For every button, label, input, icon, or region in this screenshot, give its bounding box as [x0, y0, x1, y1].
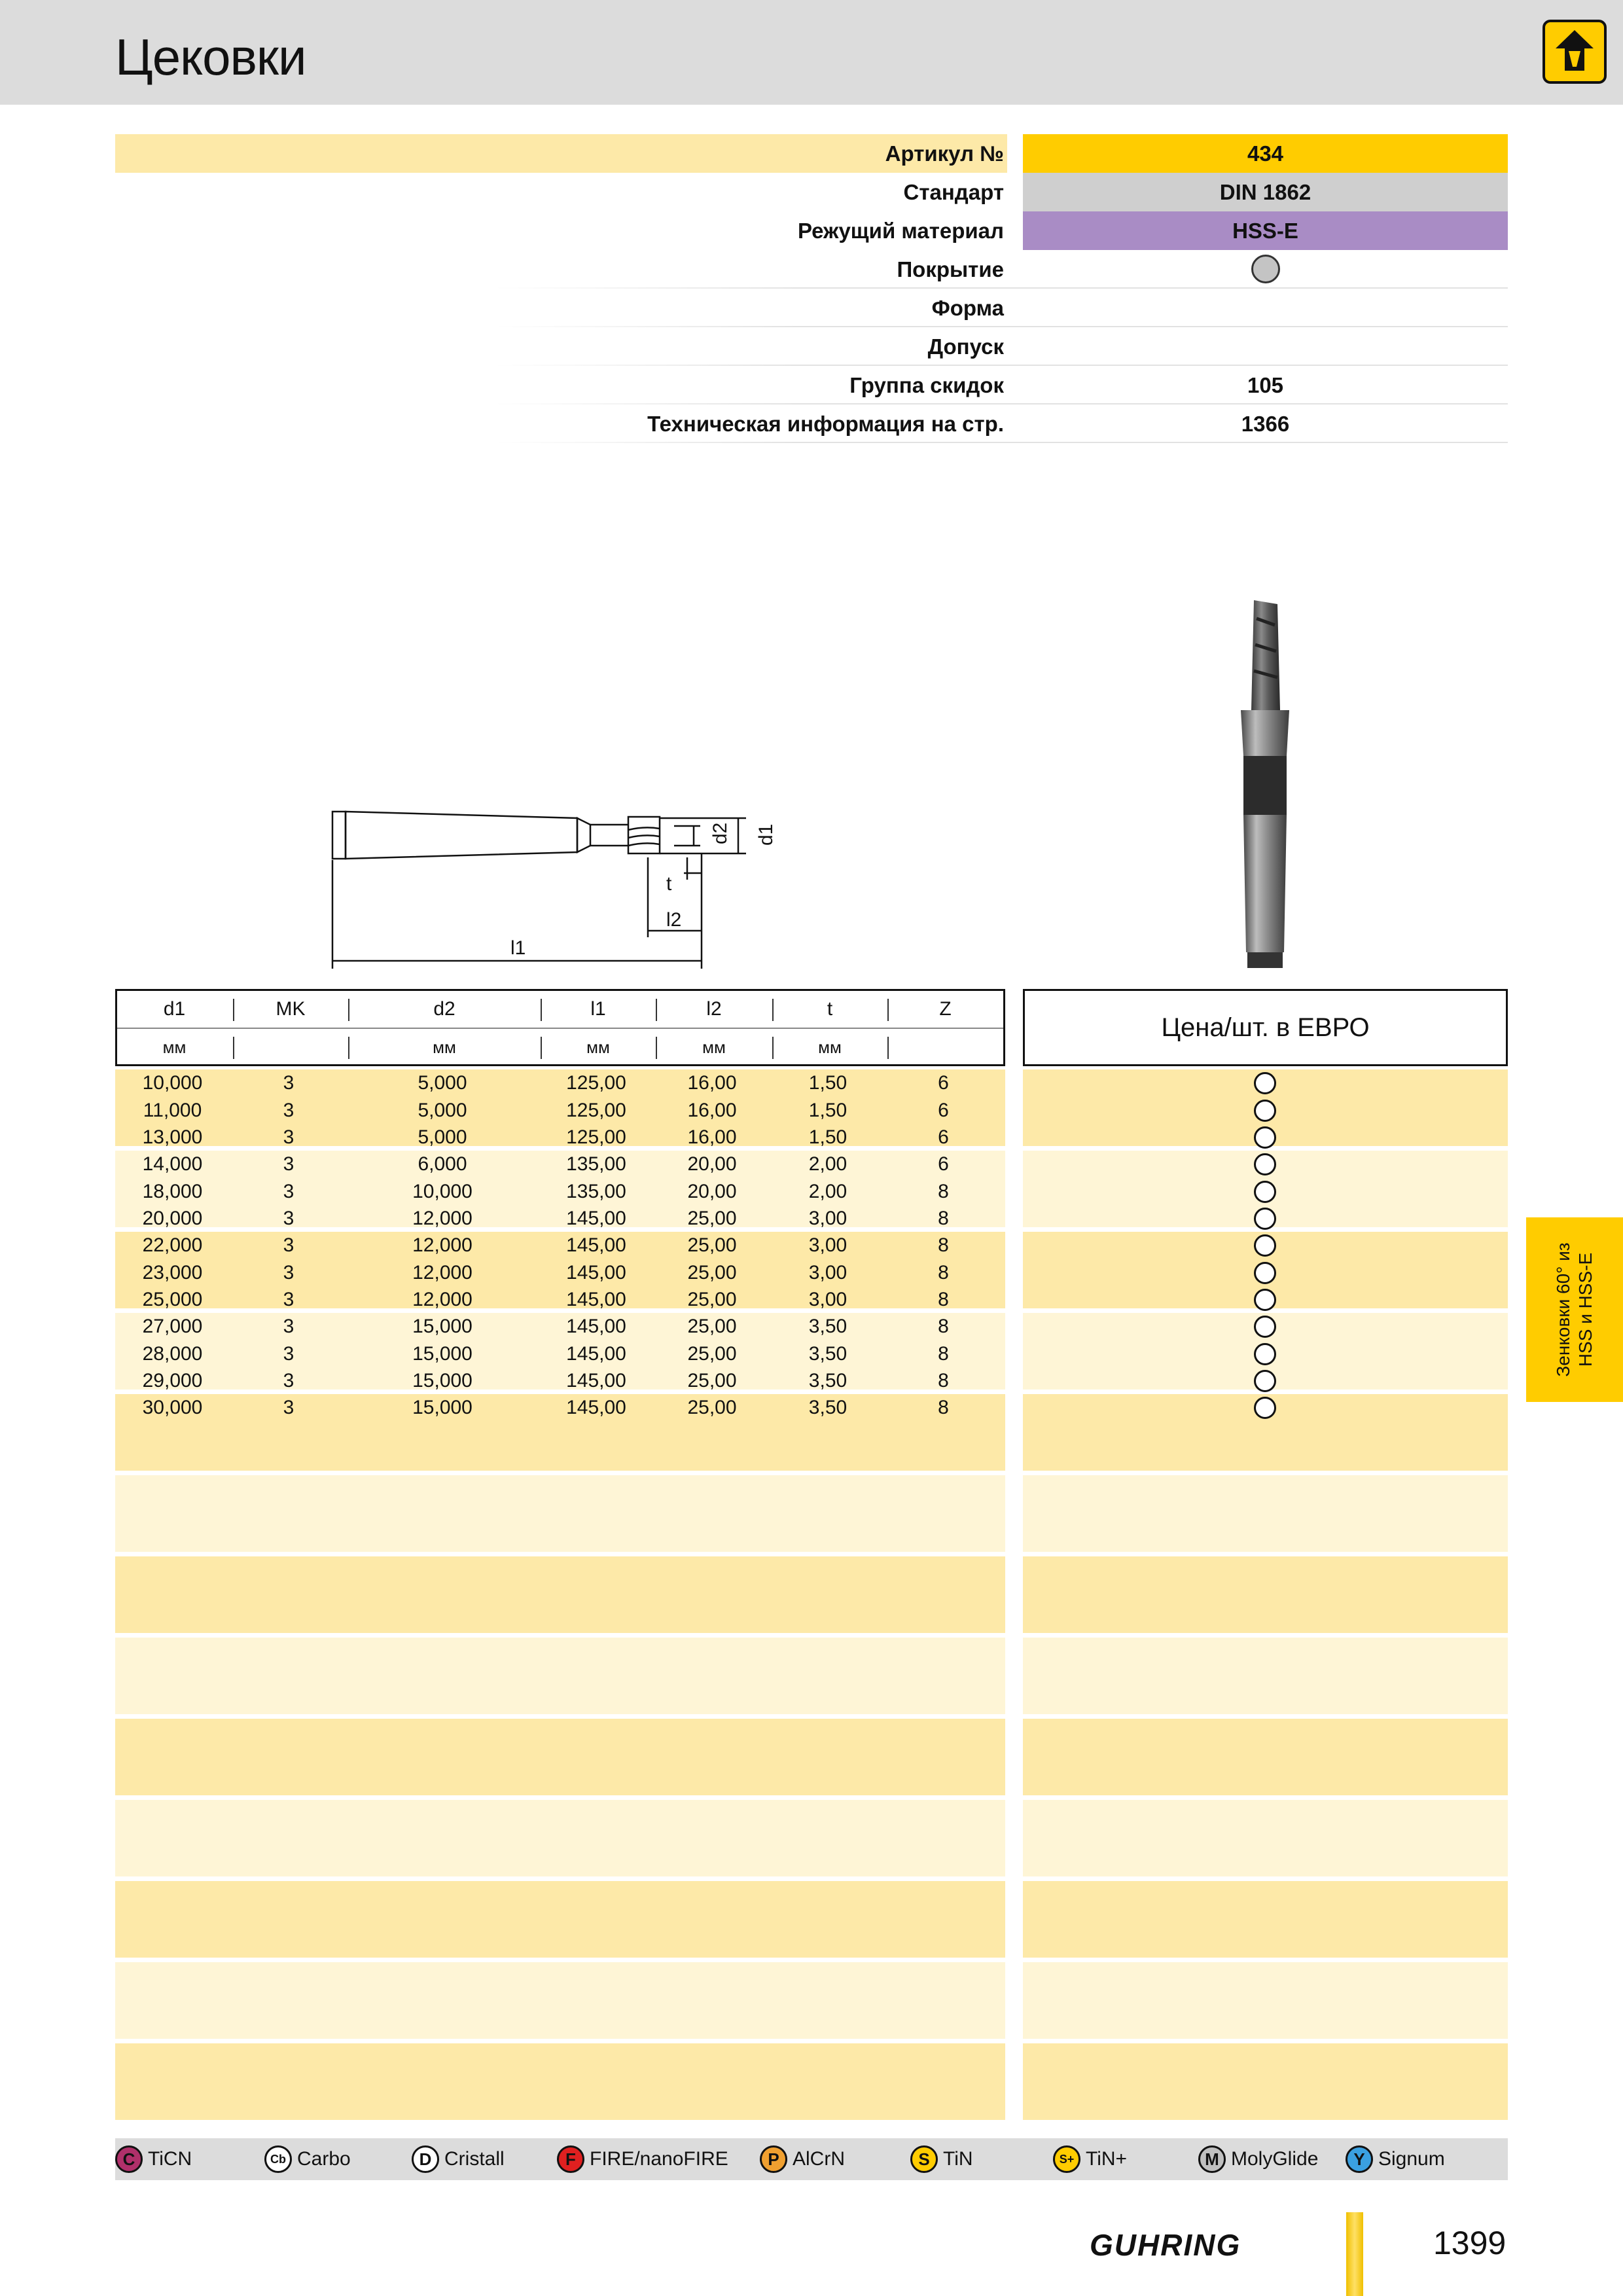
- cell-l2: 16,00: [687, 1072, 737, 1094]
- cell-l1: 145,00: [566, 1316, 626, 1337]
- cell-mk: 3: [283, 1072, 294, 1094]
- legend-label: AlCrN: [793, 2148, 845, 2170]
- cell-d1: 29,000: [142, 1370, 203, 1391]
- coating-badge-icon: D: [412, 2145, 439, 2173]
- cell-d2: 15,000: [412, 1342, 473, 1365]
- open-circle-icon: [1254, 1370, 1276, 1392]
- legend-label: MolyGlide: [1231, 2148, 1319, 2170]
- legend-label: TiN+: [1086, 2148, 1128, 2170]
- col-mk: MK: [276, 998, 306, 1020]
- row-band: [115, 1719, 1005, 1795]
- cell-l1: 145,00: [566, 1289, 626, 1310]
- col-t: t: [827, 998, 833, 1020]
- legend-item: [1053, 2138, 1127, 2180]
- unit-z: [887, 1029, 1003, 1066]
- coating-badge-icon: S+: [1053, 2145, 1080, 2173]
- cell-l2: 25,00: [687, 1234, 737, 1256]
- dim-t: t: [666, 873, 672, 895]
- legend-label: Carbo: [297, 2148, 351, 2170]
- cell-d1: 23,000: [142, 1261, 203, 1283]
- spec-label: Покрытие: [897, 257, 1004, 281]
- spec-row-tolerance: [115, 327, 1508, 366]
- coating-badge-icon: M: [1198, 2145, 1226, 2173]
- row-band: [1023, 1638, 1508, 1714]
- spec-label: Стандарт: [903, 180, 1004, 204]
- spec-value-tolerance: [1023, 327, 1508, 366]
- spec-value-discount: 105: [1247, 373, 1284, 397]
- spec-row-article: [115, 134, 1508, 173]
- cell-t: 3,50: [808, 1397, 847, 1418]
- cell-z: 8: [938, 1397, 949, 1418]
- legend-item: [264, 2138, 351, 2180]
- cell-z: 8: [938, 1342, 949, 1365]
- open-circle-icon: [1254, 1262, 1276, 1284]
- open-circle-icon: [1254, 1208, 1276, 1230]
- cell-d1: 25,000: [142, 1289, 203, 1310]
- row-band: [1023, 1475, 1508, 1552]
- cell-t: 3,00: [808, 1289, 847, 1310]
- unit-t: мм: [818, 1037, 842, 1057]
- cell-z: 8: [938, 1234, 949, 1256]
- open-circle-icon: [1254, 1181, 1276, 1203]
- cell-d1: 10,000: [142, 1072, 203, 1094]
- cell-d1: 22,000: [142, 1234, 203, 1256]
- cell-l2: 16,00: [687, 1099, 737, 1121]
- cell-l1: 145,00: [566, 1370, 626, 1391]
- legend-item: [1346, 2138, 1445, 2180]
- cell-mk: 3: [283, 1342, 294, 1365]
- spec-row-form: [115, 289, 1508, 327]
- unit-l2: мм: [702, 1037, 726, 1057]
- col-l2: l2: [706, 998, 722, 1020]
- spec-row-material: [115, 211, 1508, 250]
- cell-t: 3,00: [808, 1261, 847, 1283]
- dim-d2: d2: [709, 822, 731, 844]
- legend-label: Signum: [1378, 2148, 1445, 2170]
- cell-d2: 6,000: [418, 1153, 467, 1175]
- unit-d2: мм: [433, 1037, 456, 1057]
- cell-mk: 3: [283, 1316, 294, 1337]
- cell-l2: 25,00: [687, 1316, 737, 1337]
- cell-t: 3,50: [808, 1370, 847, 1391]
- page-header: [0, 0, 1623, 105]
- table-row: [115, 1178, 1005, 1206]
- spec-label: Артикул №: [885, 141, 1004, 166]
- cell-d2: 12,000: [412, 1289, 473, 1310]
- cell-l1: 145,00: [566, 1397, 626, 1418]
- cell-z: 8: [938, 1316, 949, 1337]
- col-z: Z: [939, 998, 952, 1020]
- row-band: [115, 1638, 1005, 1714]
- spec-label: Группа скидок: [849, 373, 1004, 397]
- open-circle-icon: [1254, 1316, 1276, 1338]
- cell-t: 3,00: [808, 1234, 847, 1256]
- cell-d1: 18,000: [142, 1180, 203, 1202]
- table-row: [115, 1259, 1005, 1287]
- spec-label: Форма: [931, 296, 1004, 320]
- cell-z: 8: [938, 1370, 949, 1391]
- open-circle-icon: [1254, 1343, 1276, 1365]
- cell-l1: 125,00: [566, 1099, 626, 1121]
- cell-t: 3,50: [808, 1316, 847, 1337]
- table-row: [115, 1205, 1005, 1232]
- price-header: Цена/шт. в ЕВРО: [1023, 989, 1508, 1066]
- cell-d2: 5,000: [418, 1099, 467, 1121]
- legend-item: [557, 2138, 728, 2180]
- dim-l2: l2: [666, 909, 682, 931]
- cell-l1: 145,00: [566, 1261, 626, 1283]
- cell-l2: 20,00: [687, 1153, 737, 1175]
- spec-block: [115, 134, 1508, 443]
- cell-d1: 14,000: [142, 1153, 203, 1175]
- spec-value-material: HSS-E: [1023, 211, 1508, 250]
- spec-row-standard: [115, 173, 1508, 211]
- cell-l1: 145,00: [566, 1342, 626, 1365]
- spec-row-techinfo: [115, 404, 1508, 443]
- table-row: [115, 1097, 1005, 1124]
- cell-z: 6: [938, 1153, 949, 1175]
- cell-d2: 5,000: [418, 1126, 467, 1148]
- cell-z: 6: [938, 1072, 949, 1094]
- cell-d2: 12,000: [412, 1234, 473, 1256]
- coating-badge-icon: Cb: [264, 2145, 292, 2173]
- col-d2: d2: [433, 998, 455, 1020]
- cell-l2: 25,00: [687, 1289, 737, 1310]
- cell-mk: 3: [283, 1261, 294, 1283]
- open-circle-icon: [1254, 1126, 1276, 1149]
- spec-label: Техническая информация на стр.: [647, 412, 1004, 436]
- tool-photo: [1224, 599, 1309, 972]
- table-row: [115, 1124, 1005, 1151]
- table-header: [115, 989, 1005, 1066]
- coating-badge-icon: S: [910, 2145, 938, 2173]
- cell-d1: 20,000: [142, 1208, 203, 1229]
- cell-z: 6: [938, 1099, 949, 1121]
- unit-l1: мм: [586, 1037, 610, 1057]
- cell-l1: 125,00: [566, 1126, 626, 1148]
- cell-t: 3,00: [808, 1208, 847, 1229]
- cell-mk: 3: [283, 1370, 294, 1391]
- open-circle-icon: [1254, 1397, 1276, 1419]
- open-circle-icon: [1254, 1289, 1276, 1311]
- table-row: [115, 1069, 1005, 1097]
- header-row-columns: [117, 991, 1003, 1028]
- cell-t: 2,00: [808, 1153, 847, 1175]
- cell-mk: 3: [283, 1234, 294, 1256]
- cell-d2: 5,000: [418, 1072, 467, 1094]
- cell-mk: 3: [283, 1099, 294, 1121]
- open-circle-icon: [1254, 1072, 1276, 1094]
- cell-l1: 145,00: [566, 1234, 626, 1256]
- cell-t: 3,50: [808, 1342, 847, 1365]
- page-title: Цековки: [115, 28, 306, 86]
- table-row: [115, 1313, 1005, 1340]
- spec-value-article: 434: [1023, 134, 1508, 173]
- coating-badge-icon: F: [557, 2145, 584, 2173]
- cell-t: 1,50: [808, 1126, 847, 1148]
- open-circle-icon: [1254, 1234, 1276, 1257]
- grey-circle-icon: [1251, 255, 1280, 283]
- side-tab-text: Зенковки 60° из HSS и HSS-E: [1553, 1242, 1596, 1377]
- table-row: [115, 1232, 1005, 1259]
- cell-d1: 28,000: [142, 1342, 203, 1365]
- cell-l1: 135,00: [566, 1153, 626, 1175]
- cell-d1: 30,000: [142, 1397, 203, 1418]
- legend-label: FIRE/nanoFIRE: [590, 2148, 728, 2170]
- table-row: [115, 1151, 1005, 1178]
- footer-accent-bar: [1346, 2212, 1363, 2296]
- dim-l1: l1: [510, 937, 526, 959]
- cell-z: 6: [938, 1126, 949, 1148]
- cell-mk: 3: [283, 1208, 294, 1229]
- row-band: [115, 1800, 1005, 1876]
- cell-d1: 11,000: [143, 1099, 202, 1121]
- cell-l2: 16,00: [687, 1126, 737, 1148]
- legend-label: Cristall: [444, 2148, 505, 2170]
- cell-l2: 20,00: [687, 1180, 737, 1202]
- col-d1: d1: [163, 998, 186, 1020]
- cell-l2: 25,00: [687, 1342, 737, 1365]
- legend-item: [115, 2138, 192, 2180]
- cell-d2: 10,000: [412, 1180, 473, 1202]
- legend-item: [760, 2138, 845, 2180]
- page-number: 1399: [1433, 2225, 1507, 2261]
- cell-mk: 3: [283, 1126, 294, 1148]
- row-band: [115, 1556, 1005, 1633]
- spec-row-coating: [115, 250, 1508, 289]
- row-band: [1023, 1556, 1508, 1633]
- table-row: [115, 1367, 1005, 1395]
- spec-label: Допуск: [927, 334, 1004, 359]
- cell-l1: 145,00: [566, 1208, 626, 1229]
- technical-drawing: [321, 792, 818, 982]
- cell-l2: 25,00: [687, 1261, 737, 1283]
- row-band: [1023, 1719, 1508, 1795]
- header-row-units: [117, 1029, 1003, 1066]
- spec-row-discount: [115, 366, 1508, 404]
- spec-label: Режущий материал: [797, 219, 1004, 243]
- cell-z: 8: [938, 1261, 949, 1283]
- spec-value-coating: [1023, 250, 1508, 289]
- legend-label: TiN: [943, 2148, 973, 2170]
- row-band: [1023, 1881, 1508, 1958]
- col-l1: l1: [590, 998, 606, 1020]
- legend-item: [412, 2138, 505, 2180]
- brand-logo: GUHRING: [1090, 2228, 1241, 2262]
- row-band: [1023, 1962, 1508, 2039]
- cell-d1: 27,000: [142, 1316, 203, 1337]
- cell-mk: 3: [283, 1153, 294, 1175]
- cell-l1: 135,00: [566, 1180, 626, 1202]
- table-row: [115, 1340, 1005, 1368]
- unit-d1: мм: [162, 1037, 187, 1057]
- row-band: [115, 2043, 1005, 2120]
- open-circle-icon: [1254, 1153, 1276, 1175]
- coating-badge-icon: Y: [1346, 2145, 1373, 2173]
- row-band: [1023, 2043, 1508, 2120]
- unit-mk: [233, 1029, 348, 1066]
- cell-d2: 15,000: [412, 1397, 473, 1418]
- row-band: [115, 1881, 1005, 1958]
- cell-z: 8: [938, 1208, 949, 1229]
- section-side-tab[interactable]: [1526, 1217, 1623, 1402]
- cell-l2: 25,00: [687, 1208, 737, 1229]
- cell-t: 2,00: [808, 1180, 847, 1202]
- legend-label: TiCN: [148, 2148, 192, 2170]
- open-circle-icon: [1254, 1100, 1276, 1122]
- cell-d2: 15,000: [412, 1370, 473, 1391]
- cell-z: 8: [938, 1289, 949, 1310]
- table-row: [115, 1286, 1005, 1314]
- table-row: [115, 1394, 1005, 1422]
- legend-item: [910, 2138, 973, 2180]
- row-band: [1023, 1800, 1508, 1876]
- cell-d2: 12,000: [412, 1208, 473, 1229]
- coating-legend: [115, 2138, 1508, 2180]
- spec-value-standard: DIN 1862: [1023, 173, 1508, 211]
- cell-z: 8: [938, 1180, 949, 1202]
- countersink-category-icon: [1543, 20, 1607, 84]
- dim-d1: d1: [755, 823, 777, 846]
- coating-badge-icon: C: [115, 2145, 143, 2173]
- cell-d2: 15,000: [412, 1316, 473, 1337]
- legend-item: [1198, 2138, 1318, 2180]
- cell-d2: 12,000: [412, 1261, 473, 1283]
- cell-mk: 3: [283, 1180, 294, 1202]
- cell-t: 1,50: [808, 1099, 847, 1121]
- cell-l2: 25,00: [687, 1397, 737, 1418]
- row-band: [115, 1475, 1005, 1552]
- spec-value-techinfo: 1366: [1241, 412, 1290, 436]
- cell-t: 1,50: [808, 1072, 847, 1094]
- row-band: [115, 1962, 1005, 2039]
- cell-mk: 3: [283, 1397, 294, 1418]
- coating-badge-icon: P: [760, 2145, 787, 2173]
- cell-l2: 25,00: [687, 1370, 737, 1391]
- cell-l1: 125,00: [566, 1072, 626, 1094]
- cell-mk: 3: [283, 1289, 294, 1310]
- cell-d1: 13,000: [142, 1126, 203, 1148]
- spec-value-form: [1023, 289, 1508, 327]
